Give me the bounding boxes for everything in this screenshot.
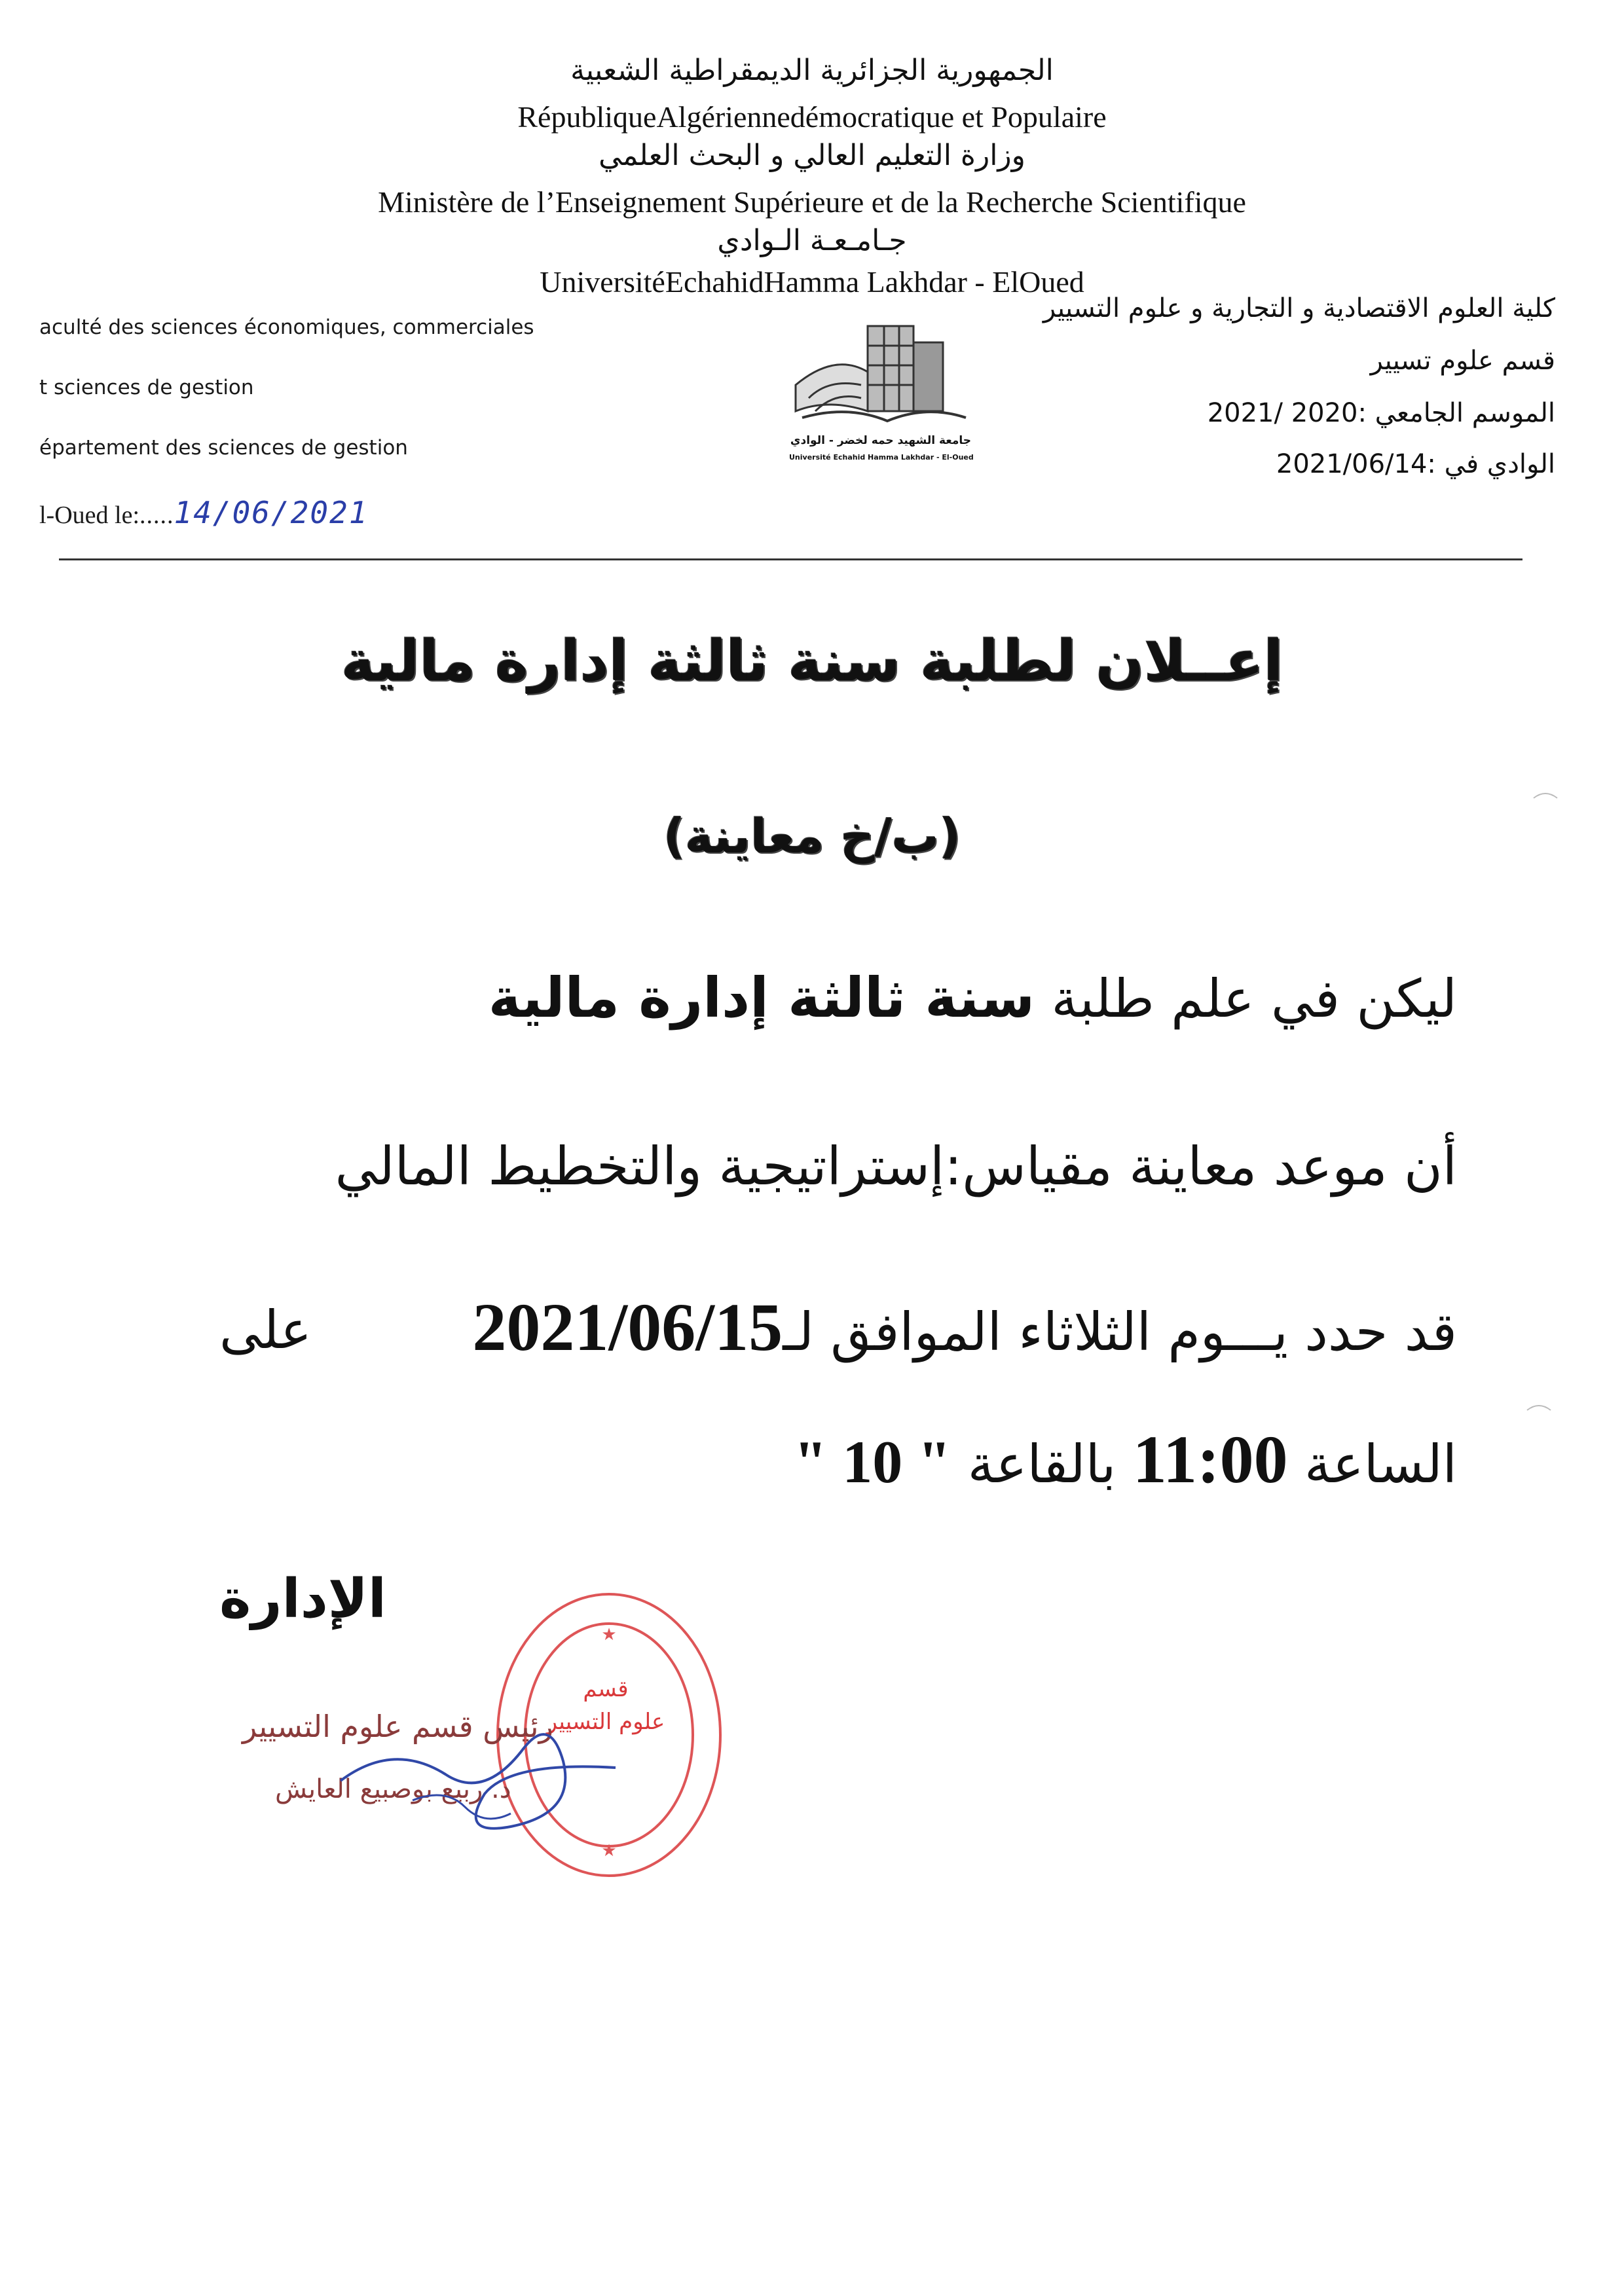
handwritten-date: 14/06/2021 bbox=[174, 495, 369, 530]
date-line-fr bbox=[39, 495, 368, 530]
line3-text: قد حدد يـــوم الثلاثاء الموافق لـ bbox=[783, 1302, 1457, 1362]
stamp-center-line1: قسم bbox=[583, 1676, 629, 1702]
body-line-3 bbox=[472, 1288, 1457, 1366]
date-ar: الوادي في :2021/06/14 bbox=[1276, 449, 1555, 479]
stamp-center-line2: علوم التسيير bbox=[546, 1709, 665, 1735]
scan-artifact-icon bbox=[1526, 1401, 1552, 1414]
announcement-title: إعــلان لطلبة سنة ثالثة إدارة مالية bbox=[341, 629, 1283, 694]
ministry-ar: وزارة التعليم العالي و البحث العلمي bbox=[599, 139, 1025, 172]
line3-date: 2021/06/15 bbox=[472, 1290, 783, 1365]
line4-text: الساعة bbox=[1304, 1434, 1457, 1495]
department-ar: قسم علوم تسيير bbox=[1370, 346, 1555, 376]
body-line-2: أن موعد معاينة مقياس:إستراتيجية والتخطيط المالي bbox=[335, 1136, 1457, 1197]
svg-text:★: ★ bbox=[601, 1841, 617, 1861]
university-ar: جـامـعـة الـوادي bbox=[717, 224, 907, 257]
line4-room: " 10 " bbox=[794, 1429, 951, 1495]
announcement-subtitle: (ب/خ معاينة) bbox=[663, 809, 961, 864]
scan-artifact-icon bbox=[1532, 789, 1559, 802]
svg-text:★: ★ bbox=[601, 1625, 617, 1645]
logo-caption-ar: جامعة الشهيد حمه لخضر - الوادي bbox=[790, 434, 972, 447]
department-fr: épartement des sciences de gestion bbox=[39, 436, 408, 460]
administration-label: الإدارة bbox=[219, 1568, 386, 1630]
handwritten-signature-icon bbox=[314, 1702, 642, 1846]
header-divider bbox=[59, 558, 1522, 560]
season-ar: الموسم الجامعي :2020 /2021 bbox=[1207, 398, 1555, 428]
line4-time: 11:00 bbox=[1132, 1422, 1288, 1497]
department-head-name: د. ربيع بوصبيع العايش bbox=[275, 1774, 511, 1804]
date-dots: ..... bbox=[139, 501, 174, 529]
faculty-fr-line2: t sciences de gestion bbox=[39, 376, 254, 399]
university-fr: UniversitéEchahidHamma Lakhdar - ElOued bbox=[540, 265, 1084, 299]
line4-room-label: بالقاعة bbox=[967, 1434, 1116, 1495]
faculty-ar: كلية العلوم الاقتصادية و التجارية و علوم التسيير bbox=[1043, 293, 1555, 323]
logo-caption-fr: Université Echahid Hamma Lakhdar - El-Oued bbox=[789, 453, 974, 462]
line3-end: على bbox=[219, 1300, 312, 1360]
date-label: l-Oued le: bbox=[39, 501, 140, 529]
department-head-title: رئيس قسم علوم التسيير bbox=[242, 1709, 553, 1744]
line1-prefix: ليكن في علم طلبة bbox=[1051, 968, 1457, 1029]
body-line-4 bbox=[794, 1421, 1457, 1499]
faculty-fr-line1: aculté des sciences économiques, commerciales bbox=[39, 316, 534, 339]
republic-fr: RépubliqueAlgériennedémocratique et Populaire bbox=[517, 100, 1107, 134]
line1-bold: سنة ثالثة إدارة مالية bbox=[488, 966, 1035, 1030]
body-line-1 bbox=[489, 966, 1457, 1030]
ministry-fr: Ministère de l’Enseignement Supérieure et de la Recherche Scientifique bbox=[378, 185, 1246, 219]
republic-ar: الجمهورية الجزائرية الديمقراطية الشعبية bbox=[570, 54, 1054, 87]
